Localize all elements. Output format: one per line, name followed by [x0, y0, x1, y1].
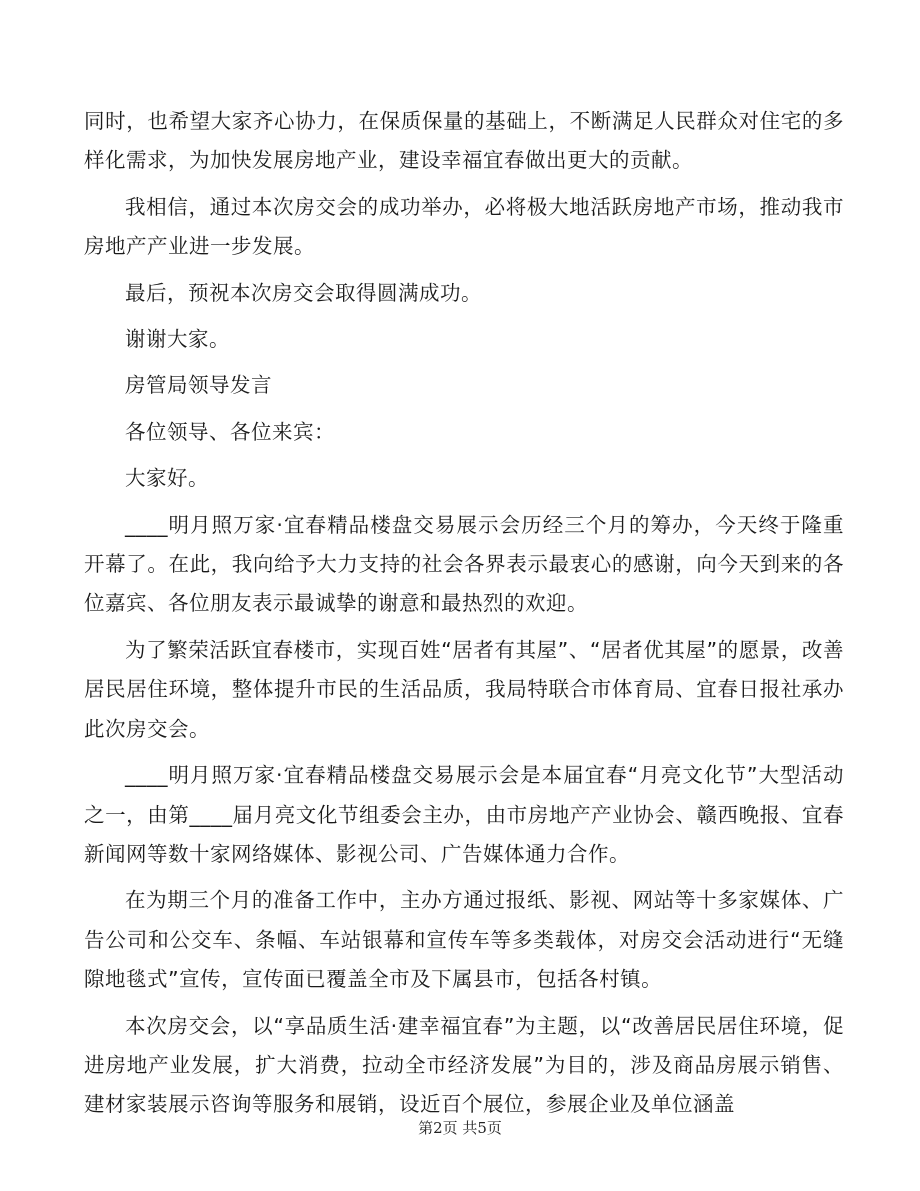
document-body: [84, 102, 844, 1132]
paragraph: 最后，预祝本次房交会取得圆满成功。: [125, 280, 482, 305]
paragraph: 同时，也希望大家齐心协力，在保质保量的基础上，不断满足人民群众对住宅的多样化需求，为加快发展房地产业，建设幸福宜春做出更大的贡献。: [84, 109, 844, 173]
paragraph: ____明月照万家·宜春精品楼盘交易展示会历经三个月的筹办，今天终于隆重开幕了。在此，我向给予大力支持的社会各界表示最衷心的感谢，向今天到来的各位嘉宾、各位朋友表示最诚挚的谢意和最热烈的欢迎。: [84, 512, 844, 616]
paragraph: 我相信，通过本次房交会的成功举办，必将极大地活跃房地产市场，推动我市房地产产业进一步发展。: [84, 194, 844, 259]
greeting: 大家好。: [125, 466, 209, 491]
paragraph: 本次房交会，以“享品质生活·建幸福宜春”为主题，以“改善居民居住环境，促进房地产业发展，扩大消费，拉动全市经济发展”为目的，涉及商品房展示销售、建材家装展示咨询等服务和展销，设近百个展位，参展企业及单位涵盖: [84, 1013, 844, 1117]
paragraph: 在为期三个月的准备工作中，主办方通过报纸、影视、网站等十多家媒体、广告公司和公交车、条幅、车站银幕和宣传车等多类载体，对房交会活动进行“无缝隙地毯式”宣传，宣传面已覆盖全市及下属县市，包括各村镇。: [84, 888, 844, 992]
paragraph: 为了繁荣活跃宜春楼市，实现百姓“居者有其屋”、“居者优其屋”的愿景，改善居民居住环境，整体提升市民的生活品质，我局特联合市体育局、宜春日报社承办此次房交会。: [84, 637, 844, 741]
salutation: 各位领导、各位来宾：: [125, 419, 335, 444]
paragraph: 谢谢大家。: [125, 327, 230, 352]
page-number-footer: 第2页 共5页: [418, 1119, 502, 1137]
section-heading: 房管局领导发言: [125, 373, 272, 398]
paragraph: ____明月照万家·宜春精品楼盘交易展示会是本届宜春“月亮文化节”大型活动之一，由第____届月亮文化节组委会主办，由市房地产产业协会、赣西晚报、宜春新闻网等数十家网络媒体、影视公司、广告媒体通力合作。: [84, 763, 844, 866]
